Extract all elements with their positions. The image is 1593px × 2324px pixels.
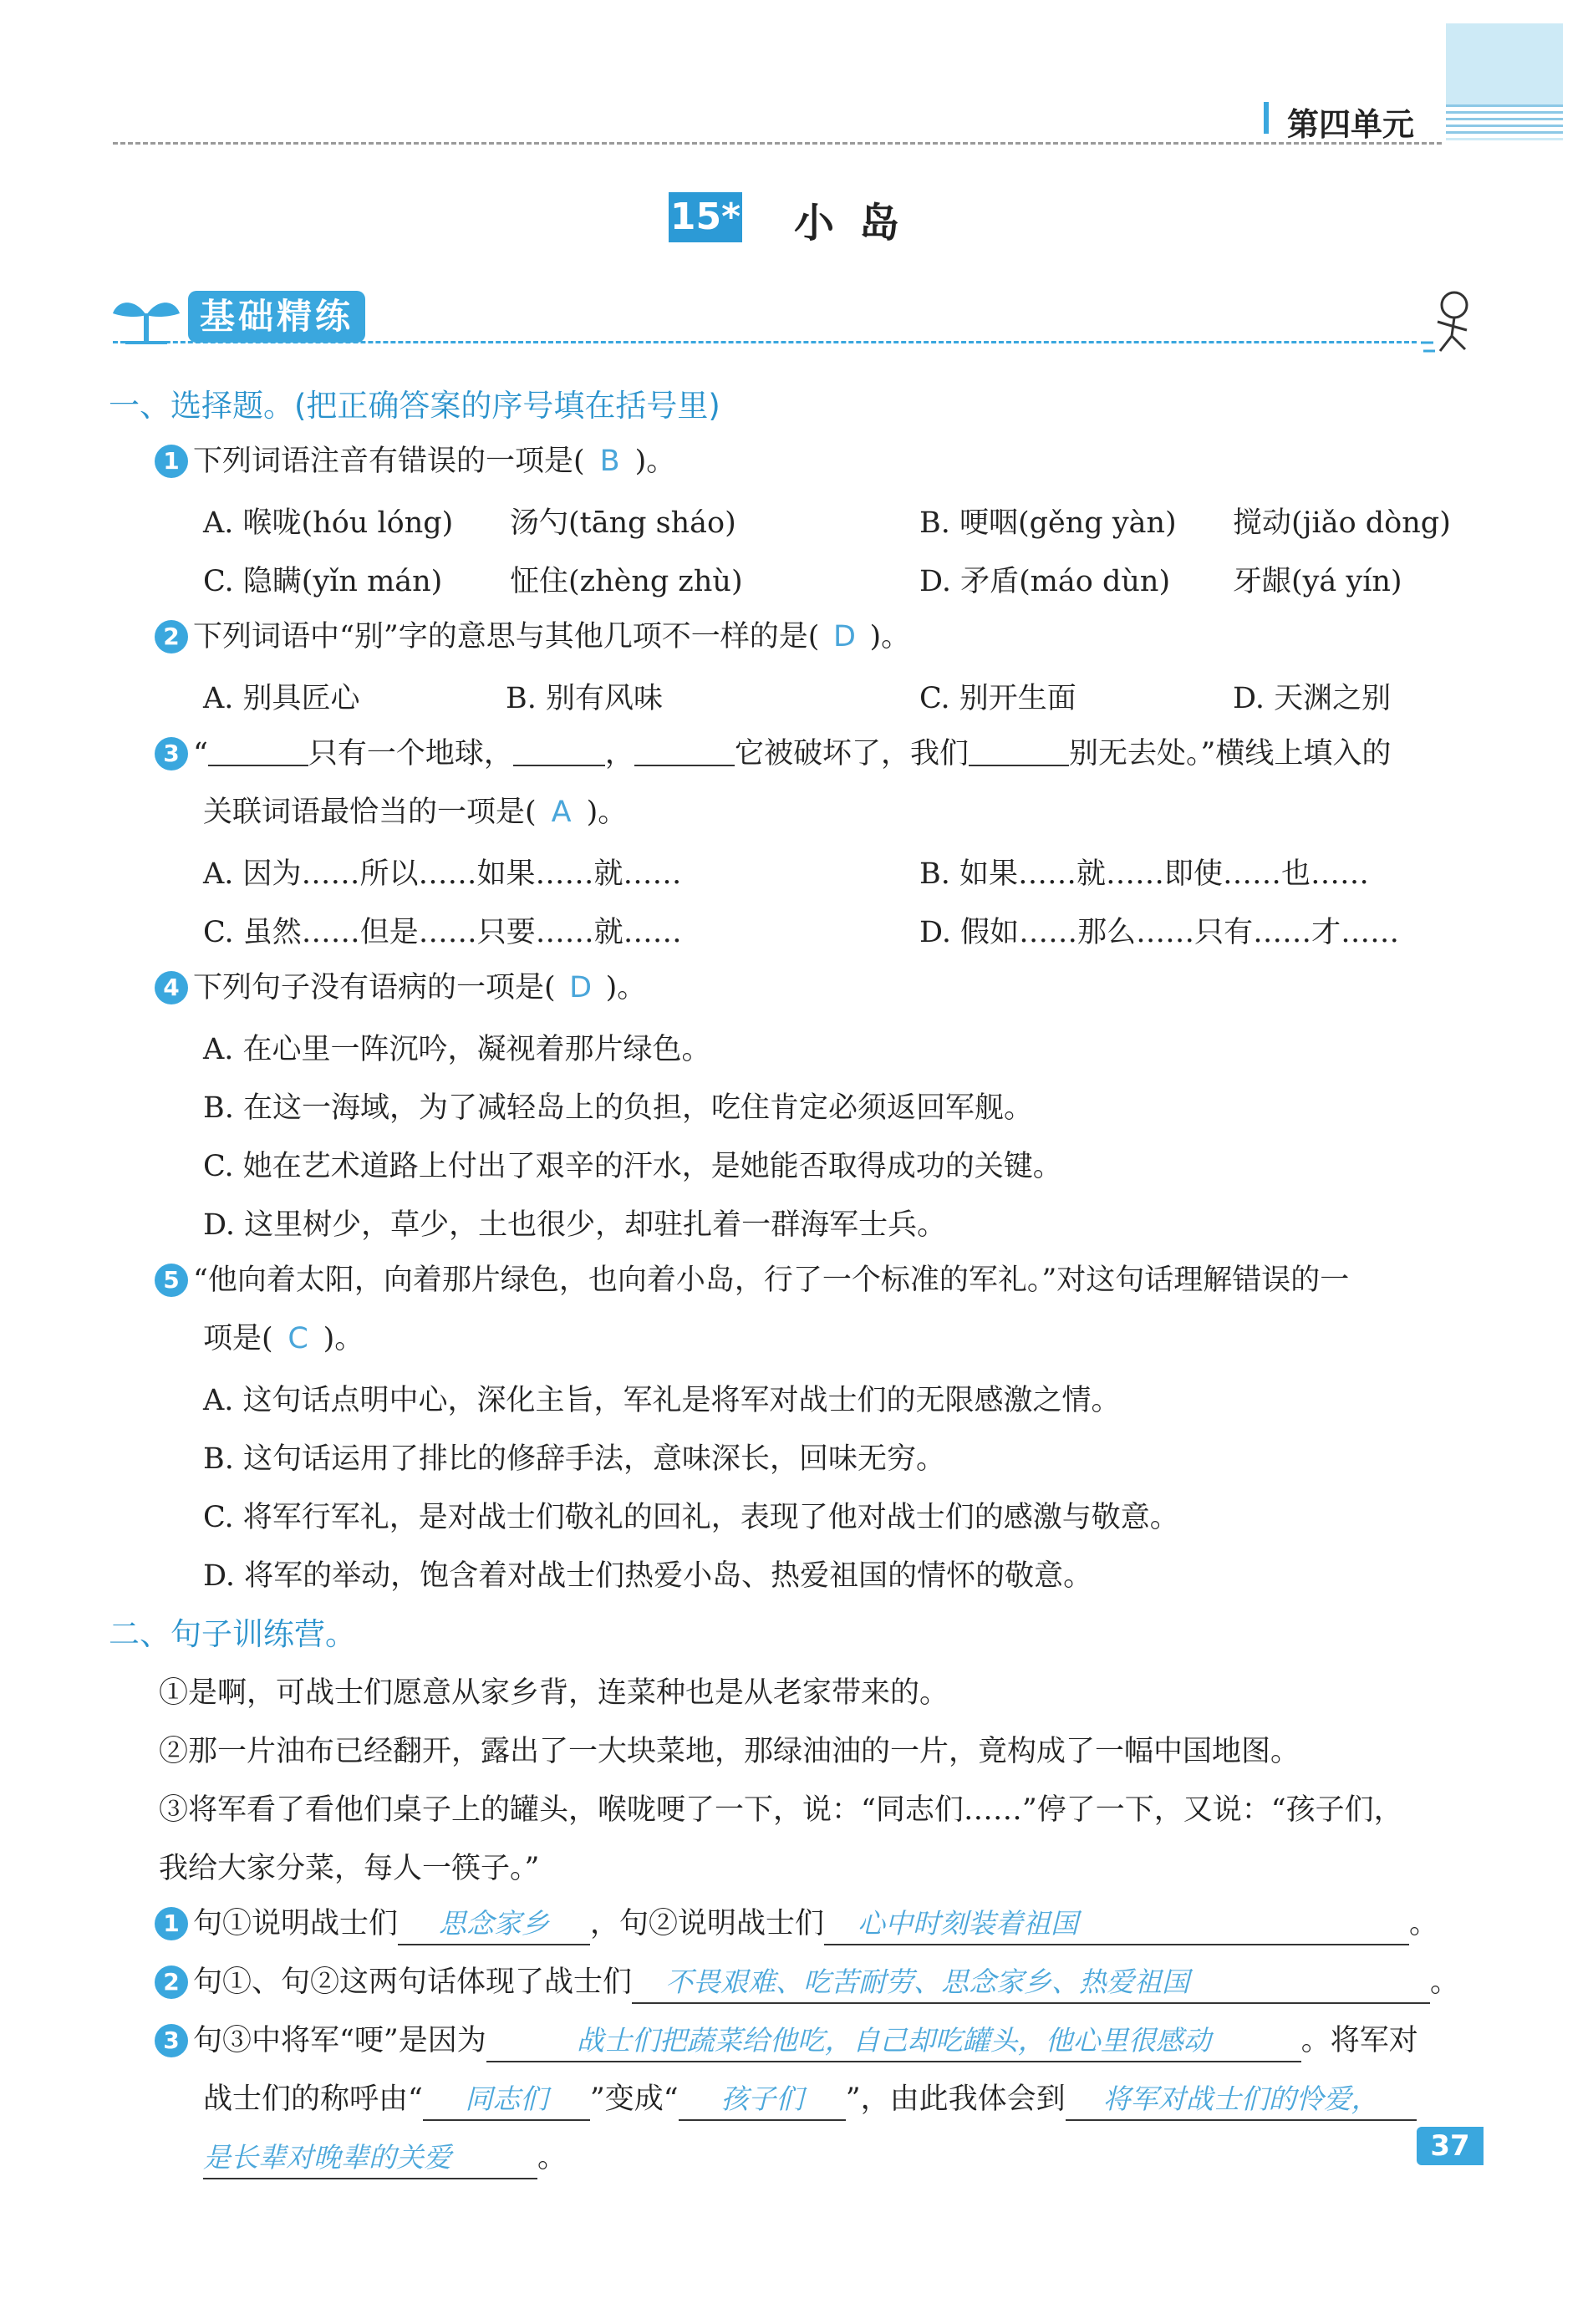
unit-label: 第四单元: [1287, 106, 1415, 143]
p2-q1-answer-2: 心中时刻装着祖国: [824, 1904, 1409, 1945]
q1-stem: 1 下列词语注音有错误的一项是( B )。: [155, 441, 675, 481]
q5-stem-line2: 项是( C )。: [203, 1319, 364, 1359]
passage-sentence-1: ①是啊，可战士们愿意从家乡背，连菜种也是从老家带来的。: [159, 1676, 949, 1710]
q1-number: 1: [155, 445, 188, 478]
q3-number: 3: [155, 737, 188, 770]
passage-sentence-3-cont: 我给大家分菜，每人一筷子。”: [159, 1852, 540, 1885]
page-number: 37: [1417, 2127, 1484, 2165]
q3-blank-2: [513, 736, 605, 766]
q3-blank-1: [208, 736, 308, 766]
header-divider: [113, 142, 1442, 145]
p2-q2: 2 句①、句②这两句话体现了战士们 不畏艰难、吃苦耐劳、思念家乡、热爱祖国 。: [155, 1962, 1459, 2004]
corner-stripes: [1446, 104, 1563, 138]
q1-answer: B: [599, 445, 620, 478]
p2-q2-answer: 不畏艰难、吃苦耐劳、思念家乡、热爱祖国: [632, 1962, 1430, 2004]
passage-sentence-3: ③将军看了看他们桌子上的罐头，喉咙哽了一下，说：“同志们……”停了一下，又说：“孩子们，: [159, 1793, 1403, 1827]
q3-option-b: B. 如果……就……即使……也……: [919, 857, 1369, 891]
q2-option-a: A. 别具匠心: [203, 682, 360, 715]
q5-option-a: A. 这句话点明中心，深化主旨，军礼是将军对战士们的无限感激之情。: [203, 1384, 1121, 1417]
p2-q3-line3: 是长辈对晚辈的关爱 。: [203, 2138, 567, 2179]
q2-option-b: B. 别有风味: [506, 682, 663, 715]
unit-marker: [1264, 102, 1269, 134]
p2-q3-answer-1: 战士们把蔬菜给他吃，自己却吃罐头，他心里很感动: [486, 2021, 1301, 2062]
q1-option-b: B. 哽咽(gěng yàn): [919, 506, 1177, 540]
q4-number: 4: [155, 971, 188, 1004]
q3-blank-4: [969, 736, 1069, 766]
q1-option-d2: 牙龈(yá yín): [1233, 565, 1402, 598]
p2-q3-answer-2: 同志们: [423, 2079, 590, 2121]
q5-stem: 5 “他向着太阳，向着那片绿色，也向着小岛，行了一个标准的军礼。”对这句话理解错误的一: [155, 1260, 1349, 1300]
q5-option-b: B. 这句话运用了排比的修辞手法，意味深长，回味无穷。: [203, 1442, 945, 1476]
runner-icon: [1417, 284, 1484, 359]
q2-number: 2: [155, 620, 188, 653]
q1-option-c: C. 隐瞒(yǐn mán): [203, 565, 443, 598]
q1-option-a2: 汤勺(tāng sháo): [510, 506, 736, 540]
q2-stem: 2 下列词语中“别”字的意思与其他几项不一样的是( D )。: [155, 617, 910, 657]
p2-q3-answer-3: 孩子们: [679, 2079, 846, 2121]
p2-q1-number: 1: [155, 1907, 188, 1940]
p2-q3-answer-4: 将军对战士们的怜爱，: [1066, 2079, 1417, 2121]
q4-option-c: C. 她在艺术道路上付出了艰辛的汗水，是她能否取得成功的关键。: [203, 1150, 1062, 1183]
q4-option-d: D. 这里树少，草少，土也很少，却驻扎着一群海军士兵。: [203, 1208, 947, 1242]
q3-option-d: D. 假如……那么……只有……才……: [919, 916, 1400, 949]
q5-number: 5: [155, 1264, 188, 1297]
q1-option-d: D. 矛盾(máo dùn): [919, 565, 1171, 598]
p2-q3: 3 句③中将军“哽”是因为 战士们把蔬菜给他吃，自己却吃罐头，他心里很感动 。将军对: [155, 2021, 1418, 2062]
q4-answer: D: [569, 971, 593, 1004]
p2-q1: 1 句①说明战士们 思念家乡 ，句②说明战士们 心中时刻装着祖国 。: [155, 1904, 1438, 1945]
q3-option-c: C. 虽然……但是……只要……就……: [203, 916, 682, 949]
q1-option-b2: 搅动(jiǎo dòng): [1233, 506, 1451, 540]
q2-option-d: D. 天渊之别: [1233, 682, 1392, 715]
p2-q3-line2: 战士们的称呼由“ 同志们 ”变成“ 孩子们 ”，由此我体会到 将军对战士们的怜爱，: [203, 2079, 1417, 2121]
q5-option-d: D. 将军的举动，饱含着对战士们热爱小岛、热爱祖国的情怀的敬意。: [203, 1559, 1093, 1593]
part1-heading: 一、选择题。(把正确答案的序号填在括号里): [109, 388, 720, 424]
q1-option-c2: 怔住(zhèng zhù): [510, 565, 743, 598]
q3-stem-line2: 关联词语最恰当的一项是( A )。: [203, 792, 627, 832]
p2-q3-answer-4-cont: 是长辈对晚辈的关爱: [203, 2138, 537, 2179]
q3-blank-3: [634, 736, 735, 766]
lesson-number: 15*: [669, 192, 742, 242]
p2-q3-number: 3: [155, 2024, 188, 2057]
q2-answer: D: [832, 620, 856, 653]
q5-answer: C: [288, 1322, 308, 1355]
q4-option-a: A. 在心里一阵沉吟，凝视着那片绿色。: [203, 1033, 711, 1066]
q3-stem: 3 “ 只有一个地球， ， 它被破坏了，我们 别无去处。”横线上填入的: [155, 734, 1391, 774]
q4-option-b: B. 在这一海域，为了减轻岛上的负担，吃住肯定必须返回军舰。: [203, 1091, 1033, 1125]
passage-sentence-2: ②那一片油布已经翻开，露出了一大块菜地，那绿油油的一片，竟构成了一幅中国地图。: [159, 1735, 1300, 1768]
q1-option-a: A. 喉咙(hóu lóng): [203, 506, 454, 540]
part2-heading: 二、句子训练营。: [109, 1616, 356, 1652]
p2-q1-answer-1: 思念家乡: [398, 1904, 590, 1945]
p2-q2-number: 2: [155, 1965, 188, 1999]
q3-answer: A: [551, 796, 572, 829]
sprout-icon: [109, 288, 184, 347]
q5-option-c: C. 将军行军礼，是对战士们敬礼的回礼，表现了他对战士们的感激与敬意。: [203, 1501, 1179, 1534]
lesson-title: 小岛: [794, 200, 925, 247]
q2-option-c: C. 别开生面: [919, 682, 1076, 715]
section-title: 基础精练: [188, 291, 365, 343]
q3-option-a: A. 因为……所以……如果……就……: [203, 857, 682, 891]
q4-stem: 4 下列句子没有语病的一项是( D )。: [155, 968, 646, 1008]
